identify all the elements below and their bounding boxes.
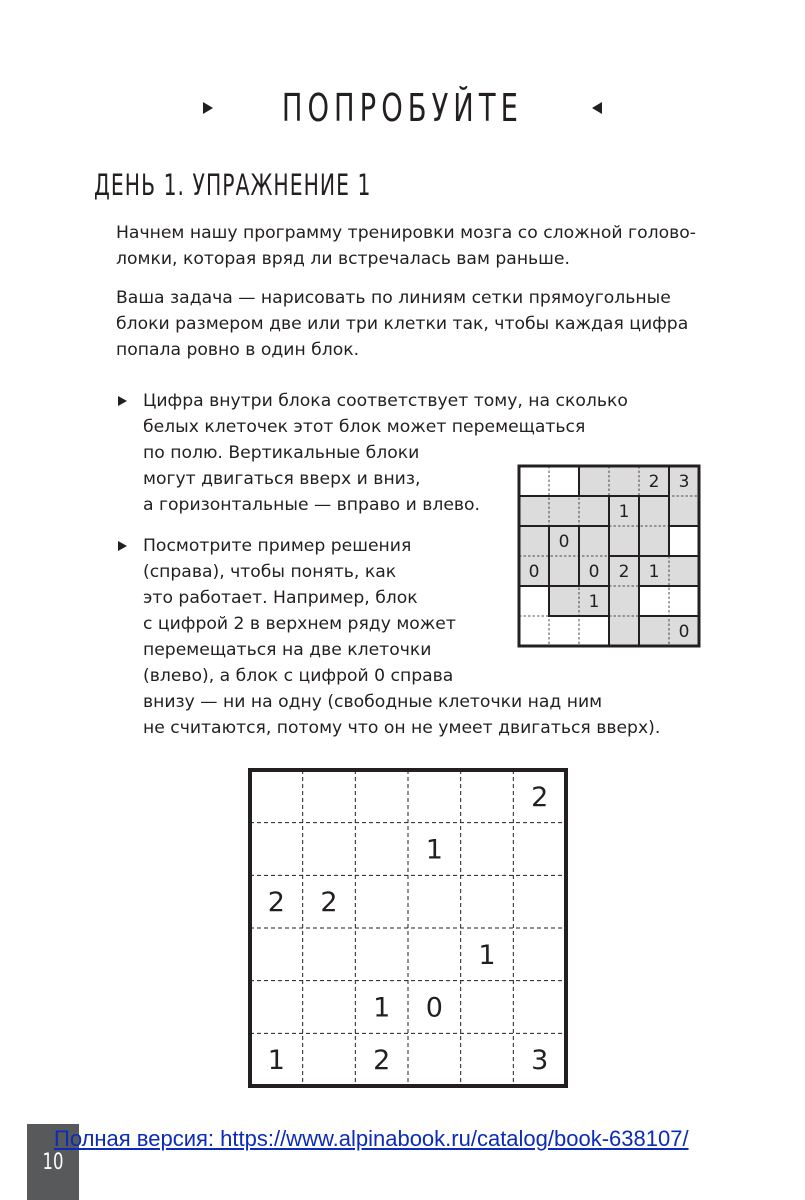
triangle-right-icon bbox=[203, 102, 213, 114]
grid-number: 1 bbox=[267, 1045, 285, 1077]
grid-number: 3 bbox=[678, 472, 690, 492]
puzzle-grid bbox=[248, 768, 568, 1088]
grid-number: 0 bbox=[588, 562, 600, 582]
bullet-line: с цифрой 2 в верхнем ряду может bbox=[143, 614, 456, 634]
grid-number: 1 bbox=[588, 592, 600, 612]
solution-block bbox=[519, 496, 609, 526]
bullet-arrow-icon bbox=[118, 541, 127, 551]
bullet-line: белых клеточек этот блок может перемещаться bbox=[143, 417, 586, 437]
bullet-line: а горизонтальные — вправо и влево. bbox=[143, 495, 481, 515]
bullet-line: (справа), чтобы понять, как bbox=[143, 562, 397, 582]
bullet-line: внизу — ни на одну (свободные клеточки над ним bbox=[143, 692, 603, 712]
section-title: ДЕНЬ 1. УПРАЖНЕНИЕ 1 bbox=[94, 168, 372, 202]
example-solution-grid bbox=[517, 464, 701, 648]
grid-number: 0 bbox=[425, 992, 443, 1024]
text-line: Начнем нашу программу тренировки мозга со сложной голово- bbox=[116, 223, 696, 243]
grid-number: 2 bbox=[531, 781, 549, 813]
bullet-arrow-icon bbox=[118, 396, 127, 406]
grid-number: 0 bbox=[528, 562, 540, 582]
bullet-line: Цифра внутри блока соответствует тому, на сколько bbox=[143, 391, 628, 411]
grid-number: 2 bbox=[267, 887, 285, 919]
grid-number: 1 bbox=[373, 992, 391, 1024]
page-number: 10 bbox=[42, 1150, 64, 1175]
text-line: ломки, которая вряд ли встречалась вам раньше. bbox=[116, 249, 570, 269]
bullet-line: (влево), а блок с цифрой 0 справа bbox=[143, 666, 454, 686]
grid-number: 0 bbox=[558, 532, 570, 552]
grid-number: 3 bbox=[531, 1045, 549, 1077]
bullet-line: не считаются, потому что он не умеет двигаться вверх). bbox=[143, 718, 661, 738]
text-line: попала ровно в один блок. bbox=[116, 340, 360, 360]
bullet-line: Посмотрите пример решения bbox=[143, 536, 412, 556]
task-paragraph bbox=[116, 285, 716, 363]
text-line: блоки размером две или три клетки так, чтобы каждая цифра bbox=[116, 314, 689, 334]
bullet-line: по полю. Вертикальные блоки bbox=[143, 443, 420, 463]
grid-number: 2 bbox=[373, 1045, 391, 1077]
grid-number: 2 bbox=[648, 472, 660, 492]
full-version-link[interactable]: Полная версия: https://www.alpinabook.ru/catalog/book-638107/ bbox=[54, 1126, 689, 1151]
page-header bbox=[0, 78, 805, 138]
grid-number: 0 bbox=[678, 622, 690, 642]
page-title: ПОПРОБУЙТЕ bbox=[281, 86, 524, 130]
grid-number: 2 bbox=[320, 887, 338, 919]
intro-paragraph bbox=[116, 220, 716, 272]
puzzle-grid-svg bbox=[248, 768, 568, 1088]
example-grid-svg bbox=[517, 464, 701, 648]
bullet-line: это работает. Например, блок bbox=[143, 588, 418, 608]
grid-number: 2 bbox=[618, 562, 630, 582]
grid-number: 1 bbox=[648, 562, 660, 582]
grid-number: 1 bbox=[478, 939, 496, 971]
bullet-line: перемещаться на две клеточки bbox=[143, 640, 432, 660]
grid-number: 1 bbox=[618, 502, 630, 522]
grid-number: 1 bbox=[425, 834, 443, 866]
bullet-line: могут двигаться вверх и вниз, bbox=[143, 469, 421, 489]
triangle-left-icon bbox=[592, 102, 602, 114]
text-line: Ваша задача — нарисовать по линиям сетки прямоугольные bbox=[116, 288, 671, 308]
